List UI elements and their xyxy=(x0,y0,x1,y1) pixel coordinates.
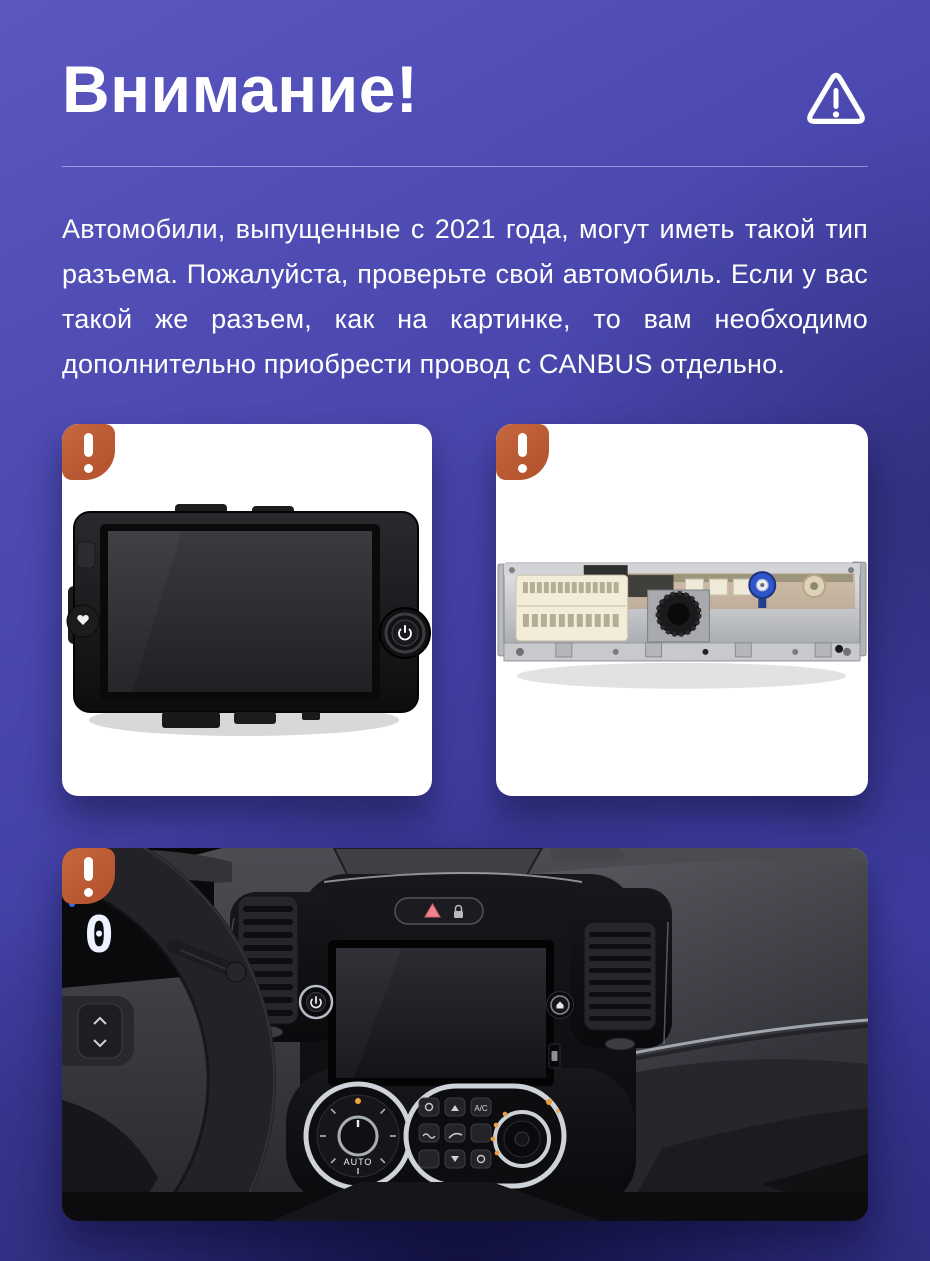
warning-triangle-icon xyxy=(804,70,868,130)
section-header xyxy=(62,0,868,130)
climate-auto-label: AUTO xyxy=(343,1157,373,1167)
climate-controls xyxy=(306,1084,564,1188)
card-head-unit xyxy=(62,424,432,796)
head-unit-rear-panel-photo xyxy=(496,424,868,796)
card-rear-panel xyxy=(496,424,868,796)
divider xyxy=(62,166,868,167)
usb-port xyxy=(549,1044,560,1068)
hazard-lock-buttons xyxy=(395,898,483,924)
attention-section xyxy=(62,0,868,1221)
car-dashboard-photo xyxy=(62,848,868,1221)
head-unit-front-photo xyxy=(62,424,432,796)
power-button xyxy=(300,986,332,1018)
cluster-speed-value: 0 xyxy=(84,906,115,964)
page-title: Внимание! xyxy=(62,52,419,126)
climate-ac-label: A/C xyxy=(474,1104,488,1113)
card-dashboard xyxy=(62,848,868,1221)
cluster-fuel-label: F xyxy=(190,930,198,945)
home-button xyxy=(547,992,574,1019)
connector-photos-row xyxy=(62,424,868,796)
notice-text: Автомобили, выпущенные с 2021 года, могут иметь такой тип разъема. Пожалуйста, проверьте свой автомобиль. Если у вас такой же разъем, как на картинке, то вам необходимо дополнительно приобрести провод с CANBUS отдельно. xyxy=(62,214,868,379)
